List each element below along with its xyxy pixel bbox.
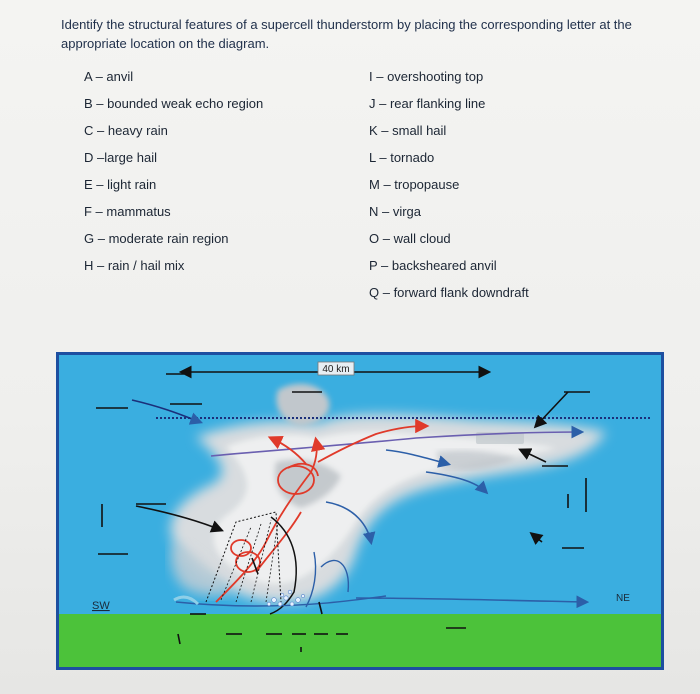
option-o: O – wall cloud — [369, 231, 451, 246]
ground — [56, 614, 664, 670]
option-a: A – anvil — [84, 69, 134, 84]
option-g: G – moderate rain region — [84, 231, 229, 246]
ne-label: NE — [616, 593, 630, 604]
answer-options-left — [84, 69, 263, 285]
option-j: J – rear flanking line — [369, 96, 486, 111]
option-k: K – small hail — [369, 123, 447, 138]
scale-label: 40 km — [322, 364, 350, 375]
option-c: C – heavy rain — [84, 123, 168, 138]
option-q: Q – forward flank downdraft — [369, 285, 529, 300]
option-i: I – overshooting top — [369, 69, 484, 84]
question-text: Identify the structural features of a supercell thunderstorm by placing the corresponding letter at the appropriate location on the diagram. — [61, 17, 632, 51]
option-f: F – mammatus — [84, 204, 171, 219]
option-p: P – backsheared anvil — [369, 258, 497, 273]
option-l: L – tornado — [369, 150, 435, 165]
sw-label: SW — [92, 600, 110, 612]
answer-options-right — [369, 69, 529, 312]
option-e: E – light rain — [84, 177, 157, 192]
supercell-diagram — [56, 352, 664, 670]
option-n: N – virga — [369, 204, 422, 219]
option-b: B – bounded weak echo region — [84, 96, 264, 111]
option-d: D –large hail — [84, 150, 157, 165]
option-m: M – tropopause — [369, 177, 460, 192]
option-h: H – rain / hail mix — [84, 258, 185, 273]
